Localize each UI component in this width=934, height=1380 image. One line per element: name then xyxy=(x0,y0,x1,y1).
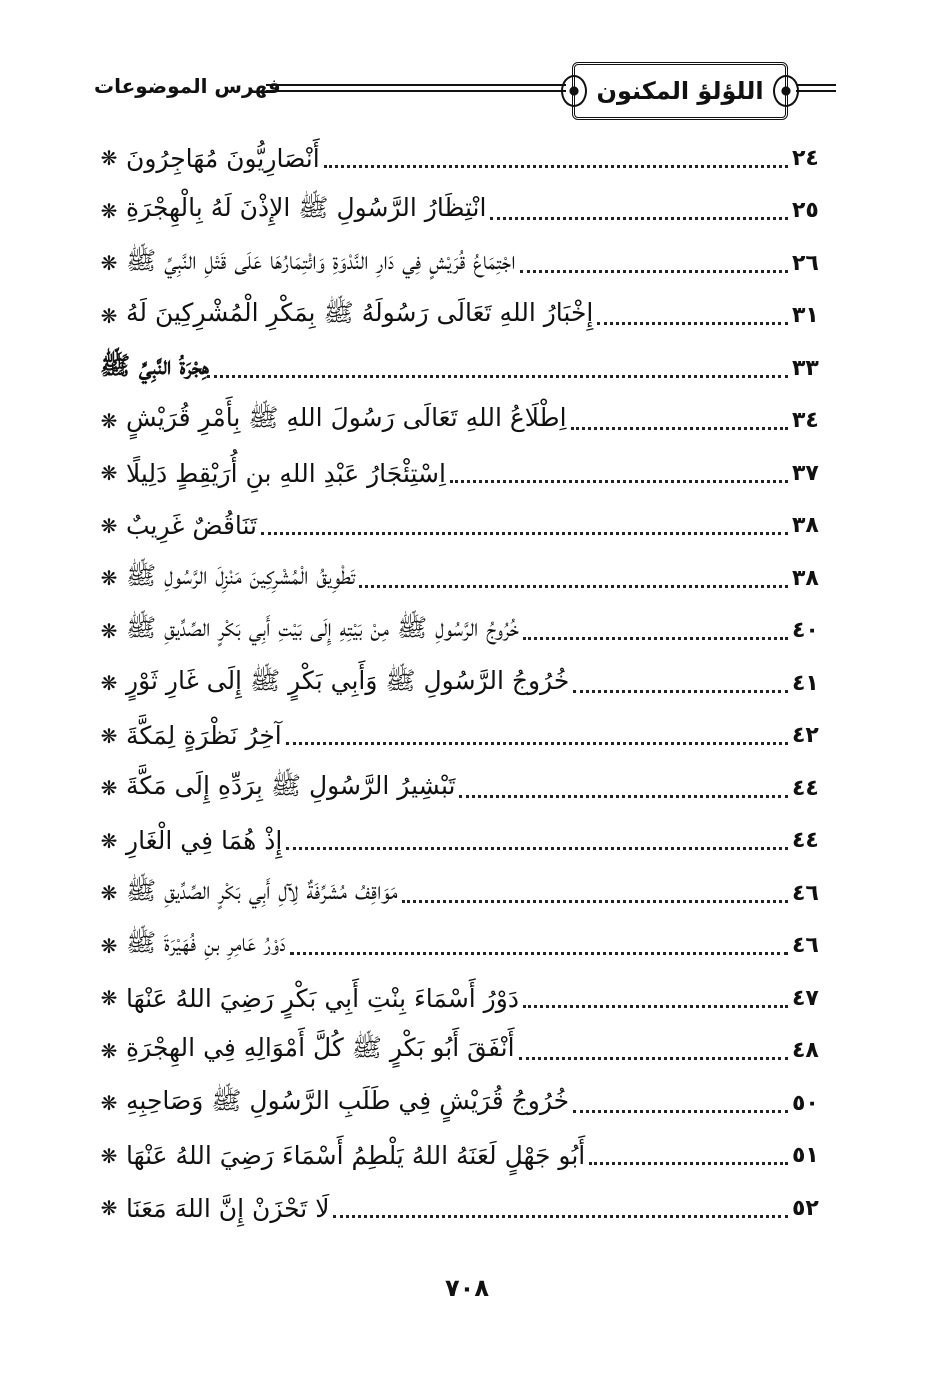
bullet-star-icon: ❋ xyxy=(100,828,118,853)
toc-section-heading xyxy=(96,342,836,395)
dot-leader xyxy=(450,480,788,483)
bullet-star-icon: ❋ xyxy=(100,1143,118,1168)
dot-leader xyxy=(324,165,788,168)
toc-entry-page-number: ٣٧ xyxy=(792,460,819,486)
dot-leader xyxy=(459,795,788,798)
bullet-star-icon: ❋ xyxy=(100,1196,118,1221)
dot-leader xyxy=(523,637,788,640)
toc-entry-title: أَنْفَقَ أَبُو بَكْرٍ ﷺ كُلَّ أَمْوَالِهِ فِي الهِجْرَةِ xyxy=(126,1033,515,1063)
toc-entry xyxy=(96,237,836,290)
dot-leader xyxy=(589,1162,788,1165)
toc-entry xyxy=(96,552,836,605)
bullet-star-icon: ❋ xyxy=(100,461,118,486)
bullet-star-icon: ❋ xyxy=(100,618,118,643)
dot-leader xyxy=(261,532,788,535)
toc-entry-page-number: ٤٦ xyxy=(792,933,819,959)
dot-leader xyxy=(571,427,788,430)
dot-leader xyxy=(520,270,788,273)
toc-entry xyxy=(96,1182,836,1235)
toc-entry-title: اِسْتِئْجَارُ عَبْدِ اللهِ بنِ أُرَيْقِطٍ دَلِيلًا xyxy=(126,458,446,488)
toc-entry-title: إِذْ هُمَا فِي الْغَارِ xyxy=(126,826,283,856)
dot-leader xyxy=(597,322,788,325)
toc-entry-page-number: ٥٠ xyxy=(792,1090,819,1116)
toc-entry xyxy=(96,290,836,343)
dot-leader xyxy=(290,952,788,955)
toc-entry-title: هِجْرَةُ النَّبِيِّ ﷺ xyxy=(100,350,209,380)
toc-entry-page-number: ٥١ xyxy=(792,1143,819,1169)
bullet-star-icon: ❋ xyxy=(100,776,118,801)
toc-entry xyxy=(96,447,836,500)
header-rule-right xyxy=(796,84,836,92)
toc-entry xyxy=(96,1025,836,1078)
toc-entry-title: تَبْشِيرُ الرَّسُولِ ﷺ بِرَدِّهِ إِلَى مَكَّةَ xyxy=(126,770,456,800)
toc-entry-title: اِطْلَاعُ اللهِ تَعَالَى رَسُولَ اللهِ ﷺ بِأَمْرِ قُرَيْشٍ xyxy=(126,403,567,433)
dot-leader xyxy=(333,1215,788,1218)
dot-leader xyxy=(519,1057,788,1060)
toc-entry-page-number: ٤٤ xyxy=(792,828,819,854)
toc-entry xyxy=(96,710,836,763)
dot-leader xyxy=(286,742,788,745)
bullet-star-icon: ❋ xyxy=(100,933,118,958)
toc-entry xyxy=(96,605,836,658)
toc-entry-title: دَوْرُ عَامِرِ بنِ فُهَيْرَةَ ﷺ xyxy=(126,928,286,958)
bullet-star-icon: ❋ xyxy=(100,198,118,223)
bullet-star-icon: ❋ xyxy=(100,303,118,328)
toc-entry xyxy=(96,500,836,553)
toc-entry-page-number: ٢٤ xyxy=(792,145,819,171)
toc-entry-title: خُرُوجُ الرَّسُولِ ﷺ وَأَبِي بَكْرٍ ﷺ إِلَى غَارِ ثَوْرٍ xyxy=(126,665,570,695)
toc-entry-page-number: ٢٥ xyxy=(792,198,819,224)
table-of-contents xyxy=(96,132,836,1235)
toc-entry xyxy=(96,920,836,973)
dot-leader xyxy=(359,585,788,588)
bullet-star-icon: ❋ xyxy=(100,566,118,591)
dot-leader xyxy=(490,217,788,220)
toc-entry-page-number: ٤٦ xyxy=(792,880,819,906)
book-title: اللؤلؤ المكنون xyxy=(596,77,764,105)
bullet-star-icon: ❋ xyxy=(100,723,118,748)
toc-entry-title: أَبُو جَهْلٍ لَعَنَهُ اللهُ يَلْطِمُ أَسْمَاءَ رَضِيَ اللهُ عَنْهَا xyxy=(126,1141,586,1171)
toc-entry xyxy=(96,815,836,868)
bullet-star-icon: ❋ xyxy=(100,986,118,1011)
toc-entry xyxy=(96,395,836,448)
toc-entry-page-number: ٤٧ xyxy=(792,985,819,1011)
toc-entry xyxy=(96,867,836,920)
toc-entry-title: دَوْرُ أَسْمَاءَ بِنْتِ أَبِي بَكْرٍ رَضِيَ اللهُ عَنْهَا xyxy=(126,983,519,1013)
toc-entry xyxy=(96,762,836,815)
bullet-star-icon: ❋ xyxy=(100,1091,118,1116)
bullet-star-icon: ❋ xyxy=(100,408,118,433)
toc-entry-title: تَنَاقُضٌ غَرِيبٌ xyxy=(126,511,258,541)
toc-entry-page-number: ٤٢ xyxy=(792,723,819,749)
page-number: ٧٠٨ xyxy=(445,1274,489,1302)
section-title: فهرس الموضوعات xyxy=(94,74,281,98)
dot-leader xyxy=(207,375,788,378)
toc-entry xyxy=(96,1130,836,1183)
toc-entry-title: أَنْصَارِيُّونَ مُهَاجِرُونَ xyxy=(126,143,320,173)
toc-entry-title: تَطْوِيقُ الْمُشْرِكِينَ مَنْزِلَ الرَّسُولِ ﷺ xyxy=(126,560,356,590)
toc-entry-page-number: ٣١ xyxy=(792,303,819,329)
toc-entry-page-number: ٣٨ xyxy=(792,513,819,539)
toc-entry-title: انْتِظَارُ الرَّسُولِ ﷺ الإِذْنَ لَهُ بِالْهِجْرَةِ xyxy=(126,193,487,223)
toc-entry xyxy=(96,132,836,185)
dot-leader xyxy=(573,690,788,693)
toc-entry-page-number: ٥٢ xyxy=(792,1195,819,1221)
toc-entry-title: اجْتِمَاعُ قُرَيْشٍ فِي دَارِ النَّدْوَةِ وَائْتِمَارُهَا عَلَى قَتْلِ النَّبِيِّ ﷺ xyxy=(126,245,516,275)
header-rule-middle xyxy=(266,84,566,92)
toc-entry-title: خُرُوجُ الرَّسُولِ ﷺ مِنْ بَيْتِهِ إِلَى بَيْتِ أَبِي بَكْرٍ الصِّدِّيقِ ﷺ xyxy=(126,613,520,643)
dot-leader xyxy=(573,1110,788,1113)
toc-entry-page-number: ٢٦ xyxy=(792,250,819,276)
bullet-star-icon: ❋ xyxy=(100,251,118,276)
dot-leader xyxy=(286,847,788,850)
toc-entry xyxy=(96,185,836,238)
bullet-star-icon: ❋ xyxy=(100,671,118,696)
toc-entry-title: آخِرُ نَظْرَةٍ لِمَكَّةَ xyxy=(126,721,282,751)
bullet-star-icon: ❋ xyxy=(100,146,118,171)
toc-entry-page-number: ٣٨ xyxy=(792,565,819,591)
toc-entry-page-number: ٤١ xyxy=(792,670,819,696)
toc-entry xyxy=(96,972,836,1025)
toc-entry-title: لَا تَحْزَنْ إِنَّ اللهَ مَعَنَا xyxy=(126,1193,330,1223)
dot-leader xyxy=(523,1005,788,1008)
bullet-star-icon: ❋ xyxy=(100,881,118,906)
toc-entry-page-number: ٤٨ xyxy=(792,1038,819,1064)
running-header xyxy=(88,58,836,122)
toc-entry-title: مَوَاقِفُ مُشَرِّفَةٌ لِآلِ أَبِي بَكْرٍ الصِّدِّيقِ ﷺ xyxy=(126,875,398,905)
toc-entry-title: خُرُوجُ قُرَيْشٍ فِي طَلَبِ الرَّسُولِ ﷺ وَصَاحِبِهِ xyxy=(126,1085,570,1115)
toc-entry-title: إِخْبَارُ اللهِ تَعَالَى رَسُولَهُ ﷺ بِمَكْرِ الْمُشْرِكِينَ لَهُ xyxy=(126,298,594,328)
toc-entry-page-number: ٣٣ xyxy=(792,355,819,381)
bullet-star-icon: ❋ xyxy=(100,513,118,538)
dot-leader xyxy=(402,900,788,903)
book-title-ornament-frame xyxy=(572,62,788,120)
toc-entry xyxy=(96,657,836,710)
toc-entry-page-number: ٤٤ xyxy=(792,775,819,801)
toc-entry-page-number: ٣٤ xyxy=(792,408,819,434)
toc-entry xyxy=(96,1077,836,1130)
toc-entry-page-number: ٤٠ xyxy=(792,618,819,644)
bullet-star-icon: ❋ xyxy=(100,1038,118,1063)
